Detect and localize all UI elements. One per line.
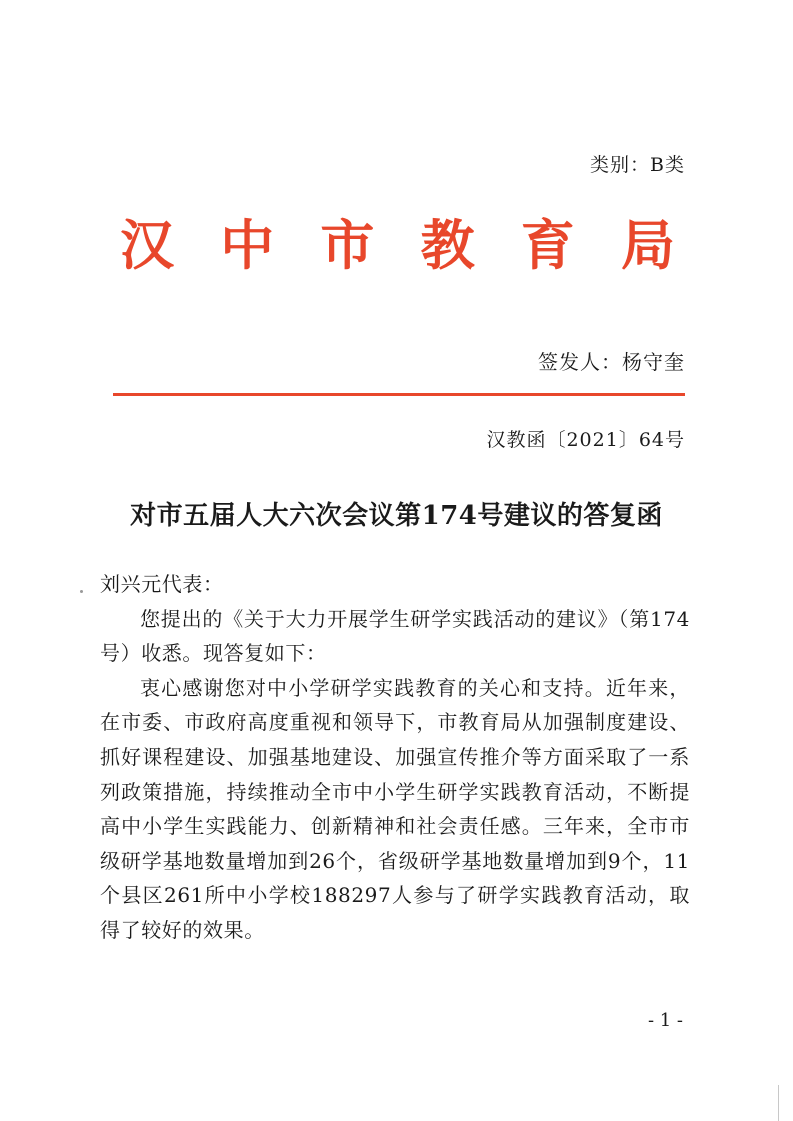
document-category: 类别：B类 (590, 154, 685, 176)
agency-char: 育 (520, 213, 575, 277)
body-paragraph: 您提出的《关于大力开展学生研学实践活动的建议》（第174号）收悉。现答复如下： (100, 606, 690, 666)
agency-char: 局 (620, 213, 675, 277)
document-title: 对市五届人大六次会议第174号建议的答复函 (130, 501, 663, 531)
salutation: 刘兴元代表： (100, 572, 224, 596)
agency-char: 市 (320, 213, 375, 277)
page-number: - 1 - (647, 1010, 683, 1031)
body-paragraph: 衷心感谢您对中小学研学实践教育的关心和支持。近年来，在市委、市政府高度重视和领导下，市教育局从加强制度建设、抓好课程建设、加强基地建设、加强宣传推介等方面采取了一系列政策措施，持续推动全市中小学生研学实践教育活动，不断提高中小学生实践能力、创新精神和社会责任感。三年来，全市市级研学基地数量增加到26个，省级研学基地数量增加到9个，11个县区261所中小学校188297人参与了研学实践教育活动，取得了较好的效果。 (100, 675, 690, 942)
signer-line: 签发人：杨守奎 (538, 350, 685, 374)
document-number: 汉教函〔2021〕64号 (486, 429, 685, 451)
document-body (100, 567, 690, 948)
agency-char: 中 (220, 213, 275, 277)
agency-char: 教 (420, 213, 475, 277)
agency-masthead (120, 214, 675, 276)
red-divider-rule (113, 393, 685, 396)
scan-artifact-dot (80, 590, 83, 593)
agency-char: 汉 (120, 213, 174, 277)
scan-artifact-edge (778, 1085, 779, 1121)
